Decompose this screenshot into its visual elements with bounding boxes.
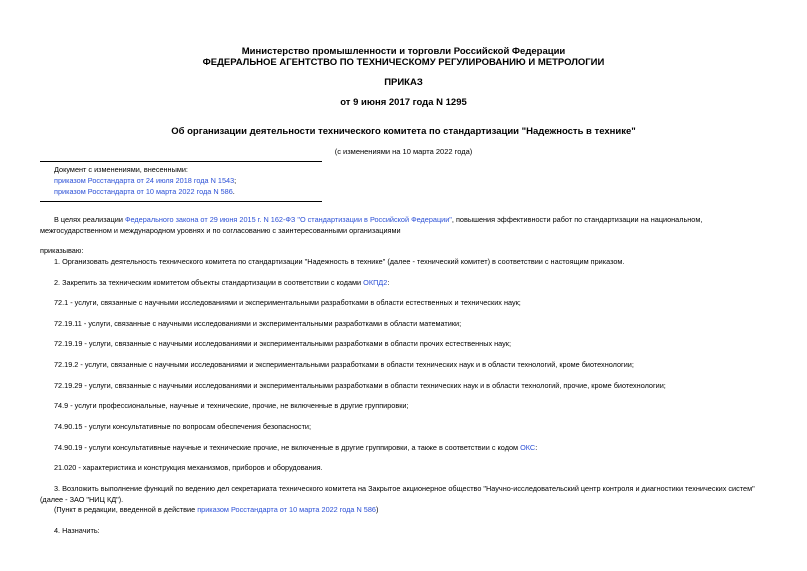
ministry-name: Министерство промышленности и торговли Российской Федерации	[241, 46, 566, 57]
document-type: ПРИКАЗ	[384, 77, 423, 88]
preamble-paragraph: В целях реализации Федерального закона от 29 июня 2015 г. N 162-ФЗ "О стандартизации в Российской Федерации", повышения эффективности работ по стандартизации на национальном, межгосударственном и международном уровнях и по согласованию с заинтересованными организациями	[40, 215, 703, 235]
code-72-19-19: 72.19.19 - услуги, связанные с научными исследованиями и экспериментальными разработками в области прочих естественных наук;	[54, 339, 512, 348]
code-74-9: 74.9 - услуги профессиональные, научные и технические, прочие, не включенные в другие группировки;	[54, 401, 409, 410]
oks-link[interactable]: ОКС	[520, 443, 536, 452]
document-title: Об организации деятельности технического комитета по стандартизации "Надежность в технике"	[171, 126, 636, 137]
okpd2-link[interactable]: ОКПД2	[363, 278, 388, 287]
agency-name: ФЕДЕРАЛЬНОЕ АГЕНТСТВО ПО ТЕХНИЧЕСКОМУ РЕГУЛИРОВАНИЮ И МЕТРОЛОГИИ	[202, 57, 605, 68]
amendment-link-2018[interactable]: приказом Росстандарта от 24 июля 2018 года N 1543	[54, 176, 235, 185]
item-3-note: (Пункт в редакции, введенной в действие приказом Росстандарта от 10 марта 2022 года N 586)	[54, 505, 379, 514]
amendment-link-item-3[interactable]: приказом Росстандарта от 10 марта 2022 года N 586	[197, 505, 376, 514]
amendment-note: (с изменениями на 10 марта 2022 года)	[334, 147, 473, 156]
item-2: 2. Закрепить за техническим комитетом объекты стандартизации в соответствии с кодами ОКПД2:	[54, 278, 390, 287]
document-date-number: от 9 июня 2017 года N 1295	[340, 97, 467, 108]
item-4: 4. Назначить:	[54, 526, 100, 535]
amendment-link-2022[interactable]: приказом Росстандарта от 10 марта 2022 года N 586	[54, 187, 233, 196]
code-72-1: 72.1 - услуги, связанные с научными исследованиями и экспериментальными разработками в области естественных и технических наук;	[54, 298, 521, 307]
code-72-19-11: 72.19.11 - услуги, связанные с научными исследованиями и экспериментальными разработками в области математики;	[54, 319, 462, 328]
code-72-19-2: 72.19.2 - услуги, связанные с научными исследованиями и экспериментальными разработками в области технических наук и в области технологий, кроме биотехнологии;	[54, 360, 634, 369]
code-74-90-19: 74.90.19 - услуги консультативные научные и технические прочие, не включенные в другие группировки, а также в соответствии с кодом ОКС:	[54, 443, 538, 452]
code-72-19-29: 72.19.29 - услуги, связанные с научными исследованиями и экспериментальными разработками в области технических наук и в области технологий, прочие, кроме биотехнологии;	[54, 381, 666, 390]
changes-heading: Документ с изменениями, внесенными:	[54, 165, 188, 174]
item-3: 3. Возложить выполнение функций по ведению дел секретариата технического комитета на Закрытое акционерное общество "Научно-исследовательский центр контроля и диагностики технических систем" (далее - ЗАО "НИЦ КД").	[40, 484, 755, 504]
changes-line-2: приказом Росстандарта от 10 марта 2022 года N 586.	[54, 187, 235, 196]
changes-bottom-rule	[40, 201, 322, 202]
item-1: 1. Организовать деятельность технического комитета по стандартизации "Надежность в технике" (далее - технический комитет) в соответствии с настоящим приказом.	[54, 257, 625, 266]
order-word: приказываю:	[40, 246, 84, 255]
code-21-020: 21.020 - характеристика и конструкция механизмов, приборов и оборудования.	[54, 463, 323, 472]
federal-law-link[interactable]: Федерального закона от 29 июня 2015 г. N 162-ФЗ "О стандартизации в Российской Федерации"	[124, 215, 452, 224]
code-74-90-15: 74.90.15 - услуги консультативные по вопросам обеспечения безопасности;	[54, 422, 312, 431]
changes-line-1: приказом Росстандарта от 24 июля 2018 года N 1543;	[54, 176, 237, 185]
changes-top-rule	[40, 161, 322, 162]
